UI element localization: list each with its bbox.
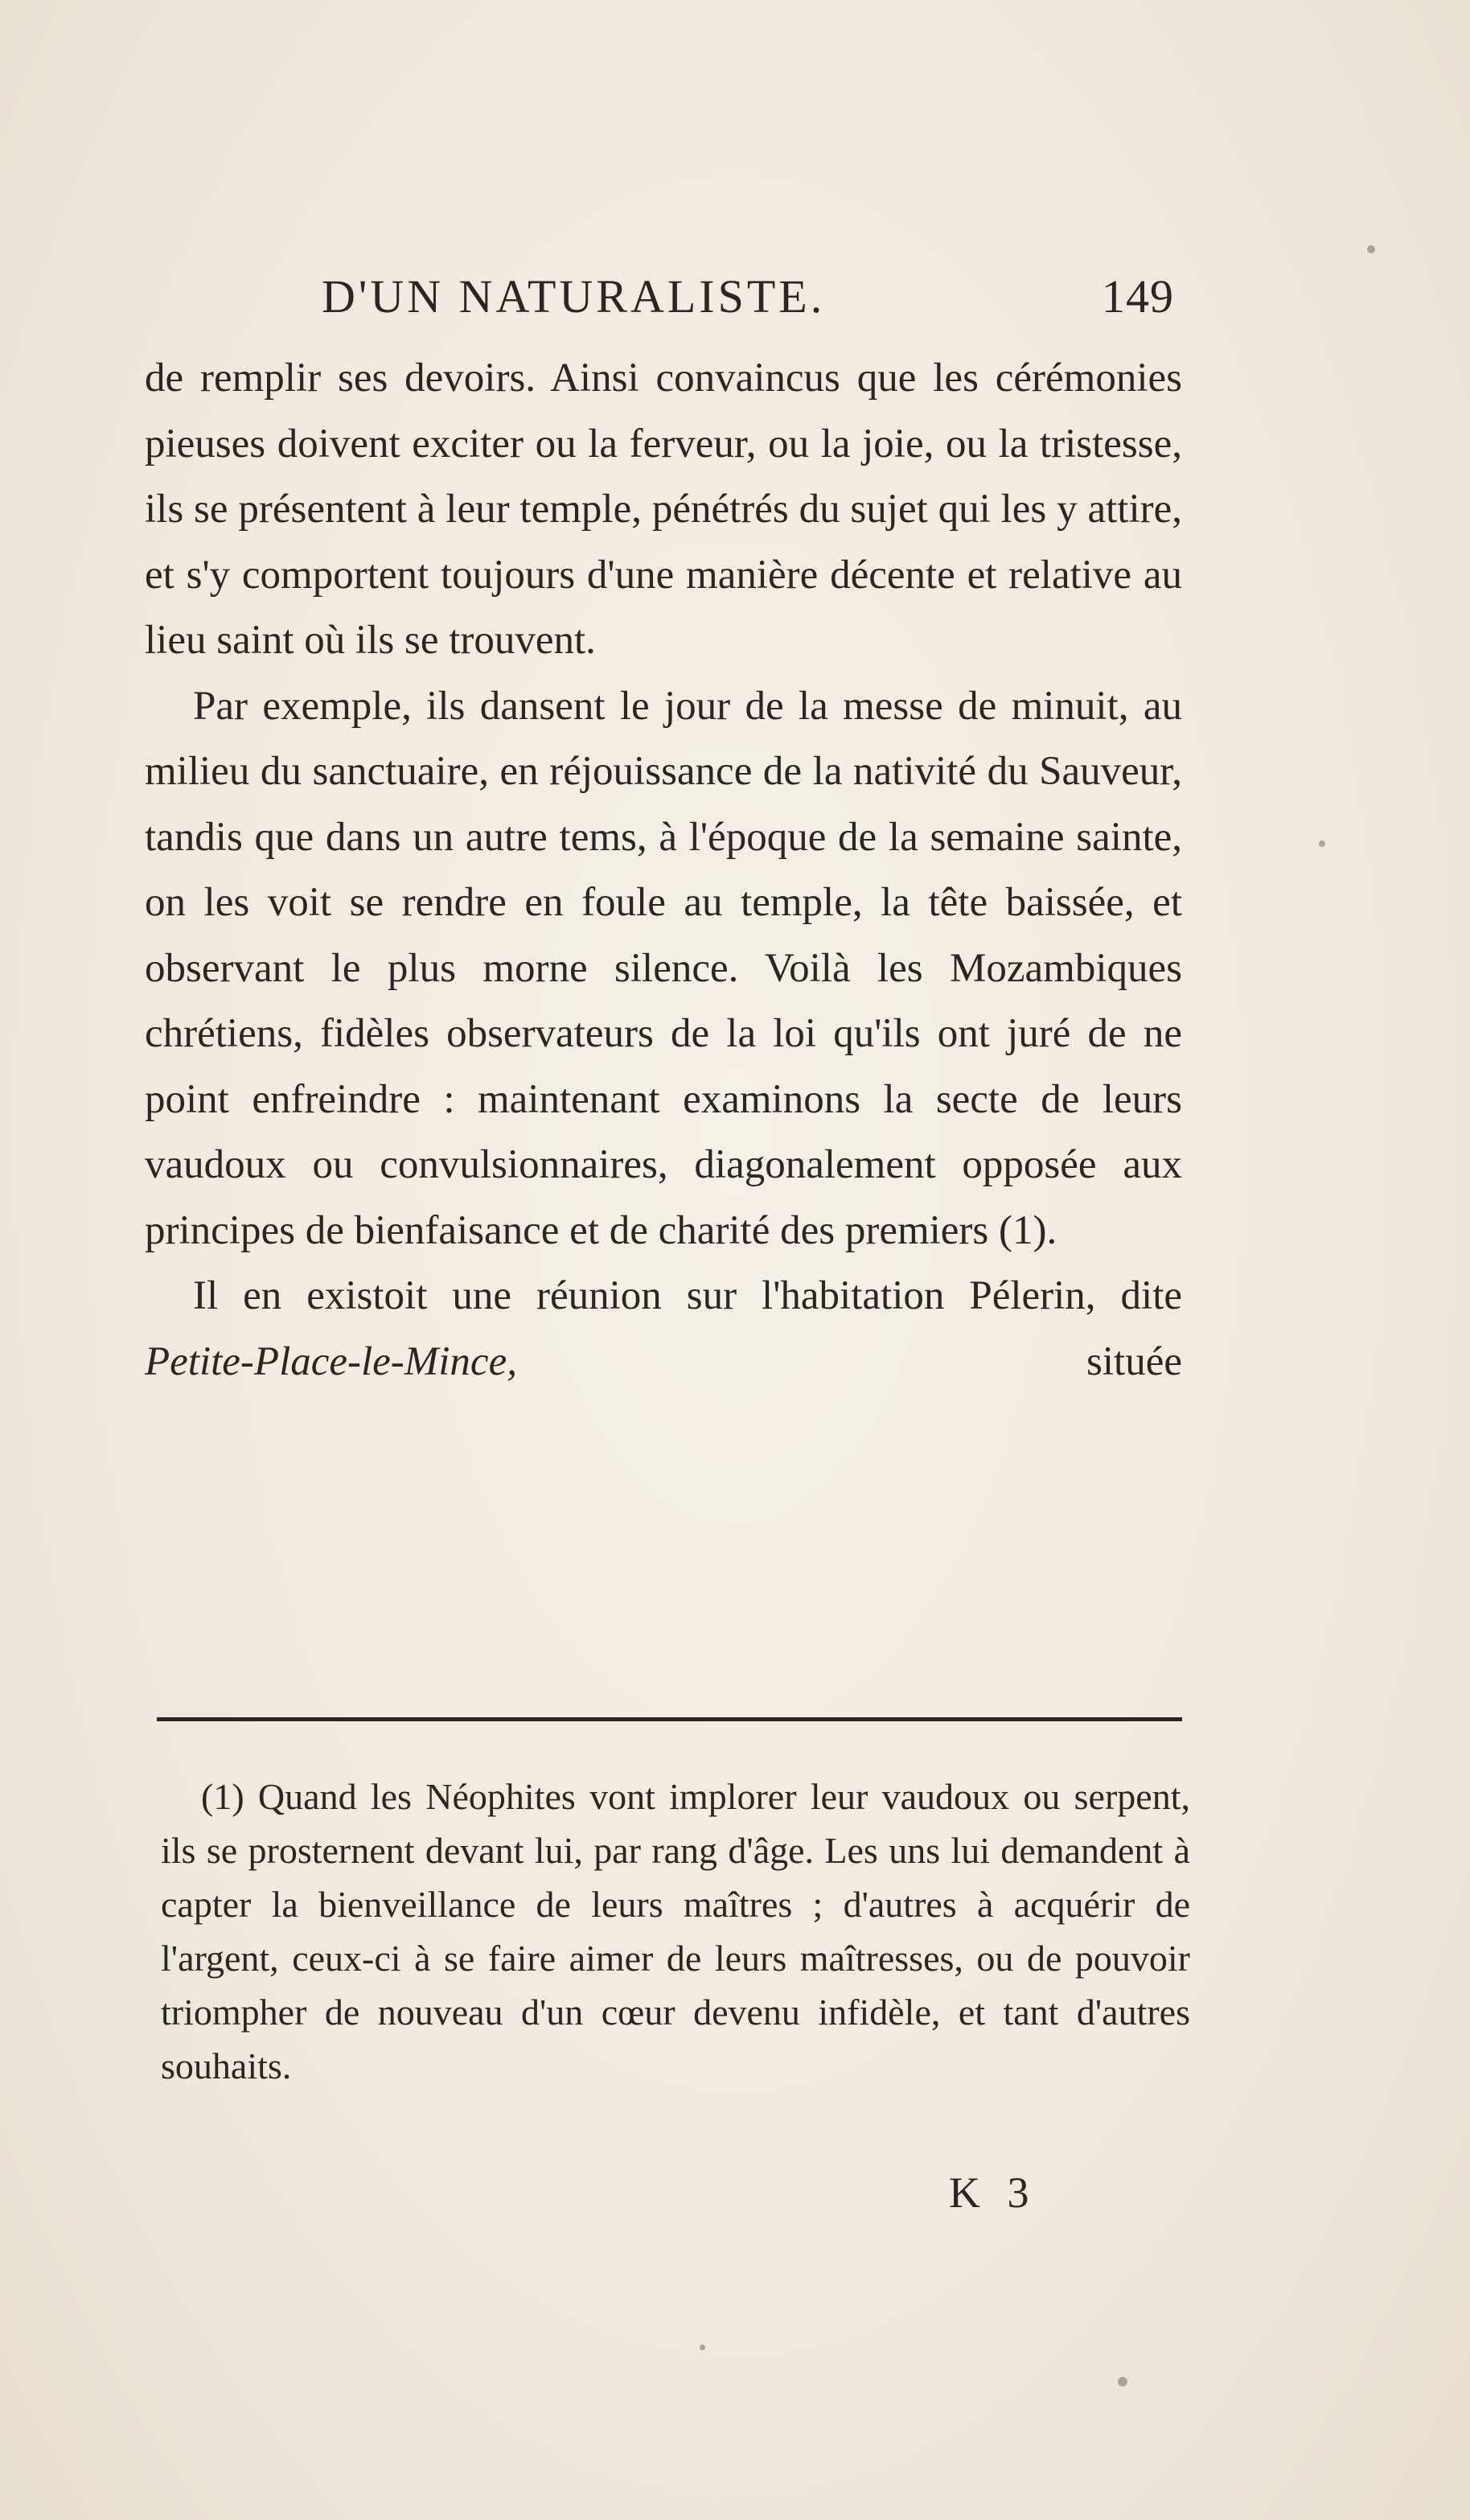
paragraph-3 — [145, 1264, 1182, 1395]
paper-speck — [700, 2345, 705, 2350]
paragraph-2: Par exemple, ils dansent le jour de la messe de minuit, au milieu du sanctuaire, en réjouissance de la nativité du Sauveur, tandis que dans un autre tems, à l'époque de la semaine sainte, on les voit se rendre en foule au temple, la tête baissée, et observant le plus morne silence. Voilà les Mozambiques chrétiens, fidèles observateurs de la loi qu'ils ont juré de ne point enfreindre : maintenant examinons la secte de leurs vaudoux ou convulsionnaires, diagonalement opposée aux principes de bienfaisance et de charité des premiers (1). — [145, 683, 1182, 1253]
page-number: 149 — [1102, 270, 1174, 323]
paper-speck — [1319, 841, 1325, 847]
running-title: D'UN NATURALISTE. — [322, 270, 826, 323]
running-head — [322, 269, 1174, 326]
paper-speck — [1118, 2377, 1127, 2386]
body-text — [145, 346, 1182, 1395]
paragraph-1: de remplir ses devoirs. Ainsi convaincus que les cérémonies pieuses doivent exciter ou la ferveur, ou la joie, ou la tristesse, ils se présentent à leur temple, pénétrés du sujet qui les y attire, et s'y comportent toujours d'une manière décente et relative au lieu saint où ils se trouvent. — [145, 356, 1182, 663]
footnote-rule — [157, 1717, 1182, 1721]
signature-mark: K 3 — [949, 2169, 1037, 2217]
place-name-italic: Petite-Place-le-Mince, — [145, 1338, 517, 1384]
paper-speck — [1367, 245, 1375, 253]
footnote-text: (1) Quand les Néophites vont implorer leur vaudoux ou serpent, ils se prosternent devant lui, par rang d'âge. Les uns lui demandent à capter la bienveillance de leurs maîtres ; d'autres à acquérir de l'argent, ceux-ci à se faire aimer de leurs maîtresses, ou de pouvoir triompher de nouveau d'un cœur devenu infidèle, et tant d'autres souhaits. — [161, 1776, 1190, 2086]
footnote — [161, 1770, 1190, 2093]
paragraph-3-end: située — [1086, 1338, 1182, 1384]
paragraph-3-start: Il en existoit une réunion sur l'habitation Pélerin, dite — [193, 1273, 1182, 1318]
